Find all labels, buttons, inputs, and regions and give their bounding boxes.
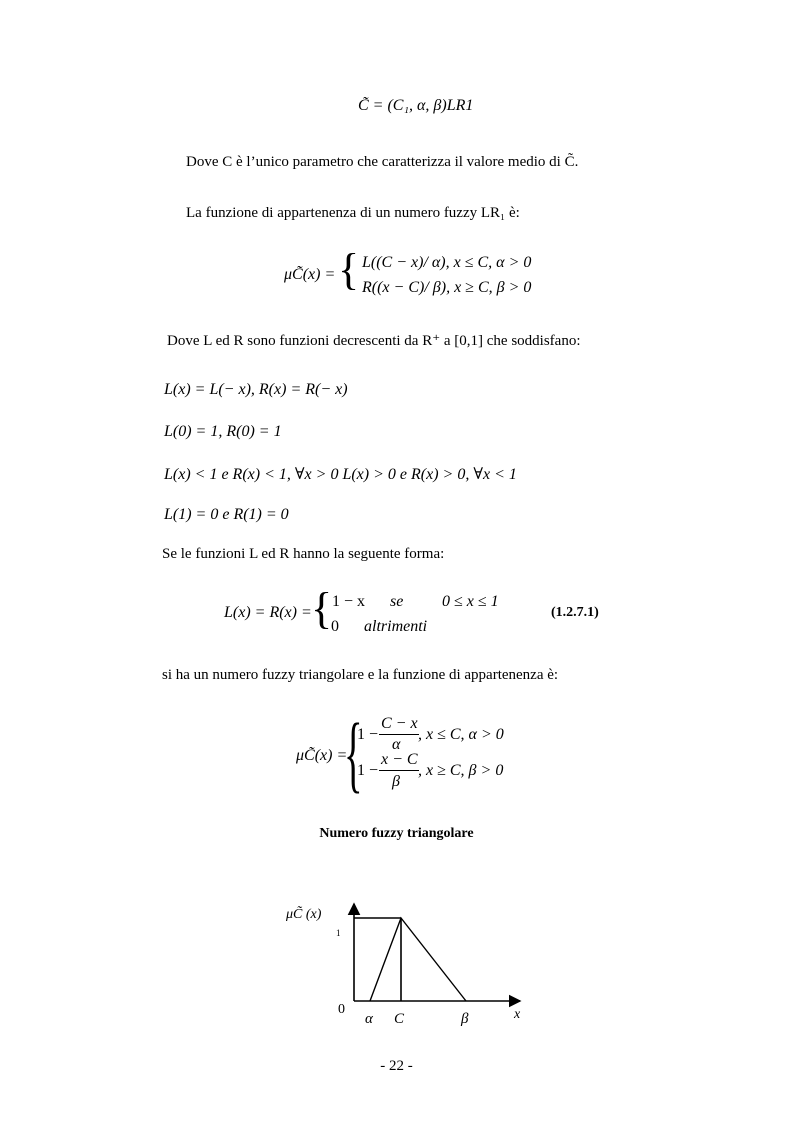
equation-tri-cond1: , x ≤ C, α > 0: [418, 726, 504, 743]
triangular-chart: [270, 890, 540, 1030]
equation-tri-fraction-bar-2: [379, 770, 419, 771]
figure-title: Numero fuzzy triangolare: [319, 826, 474, 841]
equation-c-tilde-text: C̃ = (C₁, α, β)LR1: [358, 97, 474, 114]
y-axis-label: μC̃ (x): [286, 907, 322, 922]
equation-tri-den1: α: [392, 736, 401, 753]
equation-c-tilde: [358, 97, 473, 115]
condition-at-zero: L(0) = 1, R(0) = 1: [164, 423, 282, 440]
y-tick-top: 1: [336, 928, 341, 938]
equation-tri-fraction-bar-1: [379, 734, 419, 735]
paragraph-dove-c: Dove C è l’unico parametro che caratterizza il valore medio di C̃.: [186, 154, 579, 170]
paragraph-dove-lr: Dove L ed R sono funzioni decrescenti da R⁺ a [0,1] che soddisfano:: [167, 333, 581, 349]
equation-lr-case1-expr: 1 − x: [332, 593, 366, 610]
equation-tri-den2: β: [392, 773, 400, 790]
equation-tri-lhs: μC̃(x) =: [296, 747, 348, 764]
x-marker-alpha: α: [365, 1011, 373, 1027]
equation-mu-brace: {: [338, 245, 360, 294]
equation-tri-num1: C − x: [381, 715, 418, 732]
x-marker-beta: β: [461, 1011, 469, 1027]
paragraph-se: Se le funzioni L ed R hanno la seguente forma:: [162, 546, 445, 562]
equation-tri-cond2: , x ≥ C, β > 0: [418, 762, 504, 779]
equation-tri-num2: x − C: [381, 751, 418, 768]
condition-at-one: L(1) = 0 e R(1) = 0: [164, 506, 289, 523]
x-axis-label: x: [514, 1007, 521, 1022]
membership-triangle: [370, 918, 466, 1001]
equation-lr-brace: {: [311, 584, 333, 633]
equation-number: (1.2.7.1): [551, 605, 599, 620]
page-number: - 22 -: [380, 1058, 413, 1074]
equation-tri-one-2: 1 −: [357, 762, 379, 779]
origin-label: 0: [338, 1002, 345, 1017]
equation-mu-case1: L((C − x)/ α), x ≤ C, α > 0: [362, 254, 532, 271]
equation-lr-case2-cond: altrimenti: [364, 618, 428, 635]
equation-mu-lhs: μC̃(x) =: [284, 266, 336, 283]
equation-lr-case1-range: 0 ≤ x ≤ 1: [442, 593, 499, 610]
paragraph-si-ha: si ha un numero fuzzy triangolare e la funzione di appartenenza è:: [162, 667, 559, 683]
condition-symmetry: L(x) = L(− x), R(x) = R(− x): [164, 381, 348, 398]
equation-mu-case2: R((x − C)/ β), x ≥ C, β > 0: [362, 279, 532, 296]
equation-lr-case1-cond: se: [390, 593, 404, 610]
paragraph-funzione: La funzione di appartenenza di un numero fuzzy LR₁ è:: [186, 205, 520, 221]
equation-tri-brace: {: [344, 705, 363, 801]
condition-bounds: L(x) < 1 e R(x) < 1, ∀x > 0 L(x) > 0 e R(x) > 0, ∀x < 1: [164, 466, 517, 483]
equation-lr-lhs: L(x) = R(x) =: [224, 604, 312, 621]
equation-lr-case2-expr: 0: [331, 618, 339, 635]
equation-tri-one-1: 1 −: [357, 726, 379, 743]
x-marker-c: C: [394, 1011, 405, 1027]
